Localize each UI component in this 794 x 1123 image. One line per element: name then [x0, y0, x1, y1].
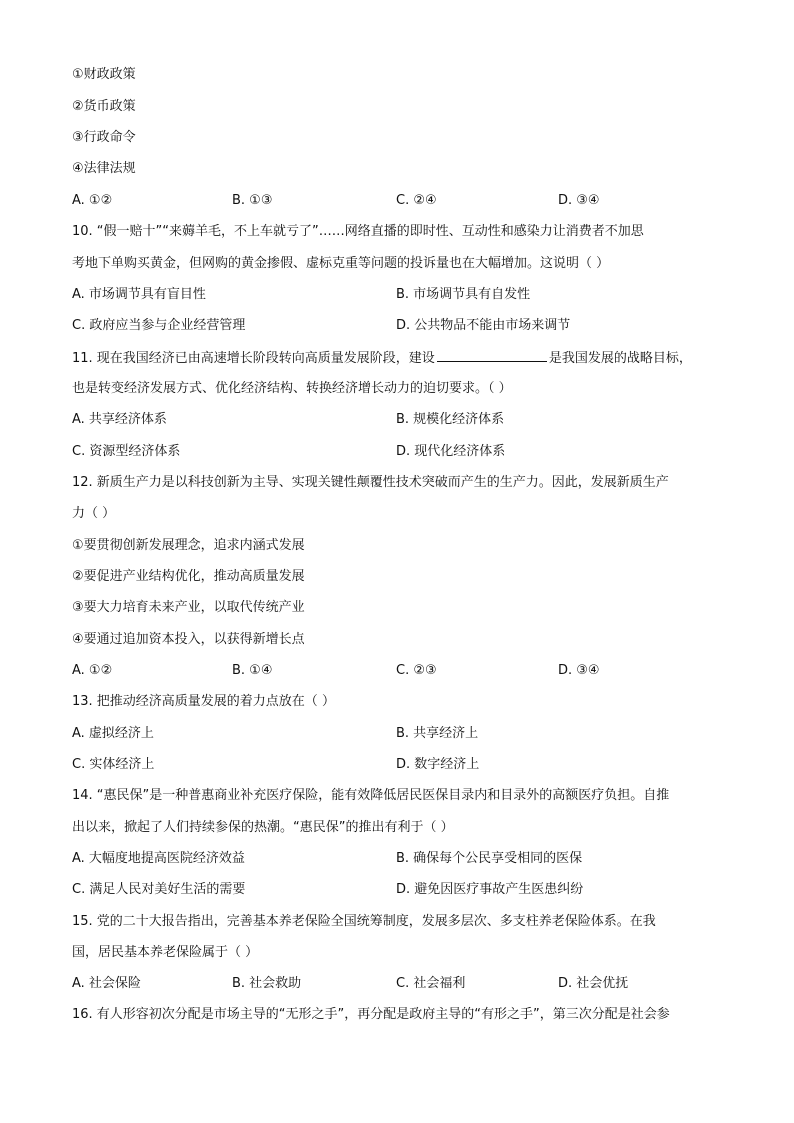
q11-stem-part-b: 是我国发展的战略目标， — [548, 351, 692, 366]
q15-option-d: D. 社会优抚 — [558, 976, 629, 991]
q11-stem-line-2: 也是转变经济发展方式、优化经济结构、转换经济增长动力的迫切要求。（ ） — [72, 381, 512, 396]
q12-item-4: ④要通过追加资本投入，以获得新增长点 — [72, 632, 305, 647]
q9-option-a: A. ①② — [72, 193, 113, 208]
q11-option-d: D. 现代化经济体系 — [396, 444, 506, 459]
q14-stem-line-1: 14. “惠民保”是一种普惠商业补充医疗保险，能有效降低居民医保目录内和目录外的高额医疗负担。自推 — [72, 788, 670, 803]
q11-stem-line-1 — [72, 349, 692, 368]
q10-option-d: D. 公共物品不能由市场来调节 — [396, 318, 571, 333]
q14-option-c: C. 满足人民对美好生活的需要 — [72, 882, 246, 897]
q11-option-a: A. 共享经济体系 — [72, 412, 167, 427]
q13-stem-line-1: 13. 把推动经济高质量发展的着力点放在（ ） — [72, 694, 335, 709]
q11-stem-part-a: 11. 现在我国经济已由高速增长阶段转向高质量发展阶段，建设 — [72, 351, 435, 366]
q9-option-d: D. ③④ — [558, 193, 600, 208]
q10-option-b: B. 市场调节具有自发性 — [396, 287, 531, 302]
q12-option-c: C. ②③ — [396, 663, 437, 678]
q14-option-d: D. 避免因医疗事故产生医患纠纷 — [396, 882, 584, 897]
q14-stem-line-2: 出以来，掀起了人们持续参保的热潮。“惠民保”的推出有利于（ ） — [72, 820, 454, 835]
q12-option-a: A. ①② — [72, 663, 113, 678]
q16-stem-line-1: 16. 有人形容初次分配是市场主导的“无形之手”，再分配是政府主导的“有形之手”，第三次分配是社会参 — [72, 1007, 670, 1022]
q11-option-c: C. 资源型经济体系 — [72, 444, 181, 459]
q15-option-b: B. 社会救助 — [232, 976, 302, 991]
q15-option-c: C. 社会福利 — [396, 976, 466, 991]
q9-option-c: C. ②④ — [396, 193, 437, 208]
q11-option-b: B. 规模化经济体系 — [396, 412, 505, 427]
q12-option-b: B. ①④ — [232, 663, 273, 678]
q13-option-d: D. 数字经济上 — [396, 757, 480, 772]
q9-item-4: ④法律法规 — [72, 161, 136, 176]
q11-fill-blank — [437, 349, 547, 362]
q12-stem-line-2: 力（ ） — [72, 506, 116, 521]
q15-option-a: A. 社会保险 — [72, 976, 141, 991]
q13-option-c: C. 实体经济上 — [72, 757, 155, 772]
q12-item-2: ②要促进产业结构优化，推动高质量发展 — [72, 569, 305, 584]
q12-item-1: ①要贯彻创新发展理念，追求内涵式发展 — [72, 538, 305, 553]
q14-option-b: B. 确保每个公民享受相同的医保 — [396, 851, 583, 866]
q9-item-3: ③行政命令 — [72, 130, 136, 145]
q12-stem-line-1: 12. 新质生产力是以科技创新为主导、实现关键性颠覆性技术突破而产生的生产力。因此，发展新质生产 — [72, 475, 669, 490]
q12-option-d: D. ③④ — [558, 663, 600, 678]
q10-option-c: C. 政府应当参与企业经营管理 — [72, 318, 246, 333]
q10-stem-line-1: 10. “假一赔十”“来薅羊毛，不上车就亏了”……网络直播的即时性、互动性和感染力让消费者不加思 — [72, 224, 644, 239]
q9-item-2: ②货币政策 — [72, 99, 136, 114]
q13-option-b: B. 共享经济上 — [396, 726, 479, 741]
q14-option-a: A. 大幅度地提高医院经济效益 — [72, 851, 245, 866]
q9-item-1: ①财政政策 — [72, 67, 136, 82]
q10-option-a: A. 市场调节具有盲目性 — [72, 287, 206, 302]
q10-stem-line-2: 考地下单购买黄金，但网购的黄金掺假、虚标克重等问题的投诉量也在大幅增加。这说明（ ） — [72, 256, 610, 271]
q13-option-a: A. 虚拟经济上 — [72, 726, 154, 741]
q12-item-3: ③要大力培育未来产业，以取代传统产业 — [72, 600, 305, 615]
q15-stem-line-1: 15. 党的二十大报告指出，完善基本养老保险全国统筹制度，发展多层次、多支柱养老保险体系。在我 — [72, 914, 656, 929]
q9-option-b: B. ①③ — [232, 193, 273, 208]
q15-stem-line-2: 国，居民基本养老保险属于（ ） — [72, 945, 259, 960]
